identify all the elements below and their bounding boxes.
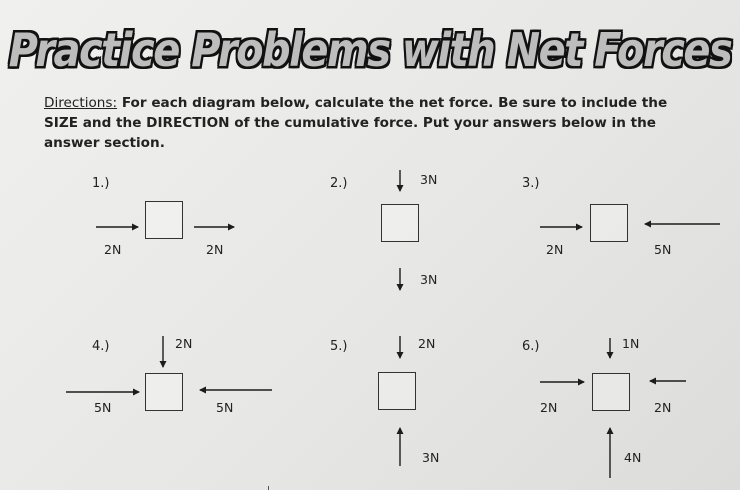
problem-1-right-force-label: 2N: [206, 242, 224, 257]
problem-4-right-force-label: 5N: [216, 400, 234, 415]
problem-5-number: 5.): [330, 339, 348, 354]
problem-5-bottom-force-label: 3N: [422, 450, 440, 465]
problem-6-left-force-label: 2N: [540, 400, 558, 415]
worksheet-title: Practice Problems with Net Forces: [8, 24, 732, 78]
problem-6-number: 6.): [522, 339, 540, 354]
problem-6-bottom-force-label: 4N: [624, 450, 642, 465]
problem-1-left-force-label: 2N: [104, 242, 122, 257]
problem-1-number: 1.): [92, 176, 110, 191]
problem-4-number: 4.): [92, 339, 110, 354]
problem-4-left-force-label: 5N: [94, 400, 112, 415]
problem-3-number: 3.): [522, 176, 540, 191]
problem-3-left-force-label: 2N: [546, 242, 564, 257]
problem-6-right-force-label: 2N: [654, 400, 672, 415]
directions-label: Directions:: [44, 95, 118, 111]
problem-2-top-force-label: 3N: [420, 172, 438, 187]
edge-tick-mark: [268, 486, 269, 490]
problem-3-right-force-label: 5N: [654, 242, 672, 257]
problem-6-top-force-label: 1N: [622, 336, 640, 351]
problem-4-top-force-label: 2N: [175, 336, 193, 351]
problem-5-top-force-label: 2N: [418, 336, 436, 351]
directions-text: For each diagram below, calculate the net force. Be sure to include the SIZE and the DIRECTION of the cumulative force. Put your answers below in the answer section.: [44, 95, 668, 151]
problem-2-number: 2.): [330, 176, 348, 191]
problem-2-bottom-force-label: 3N: [420, 272, 438, 287]
